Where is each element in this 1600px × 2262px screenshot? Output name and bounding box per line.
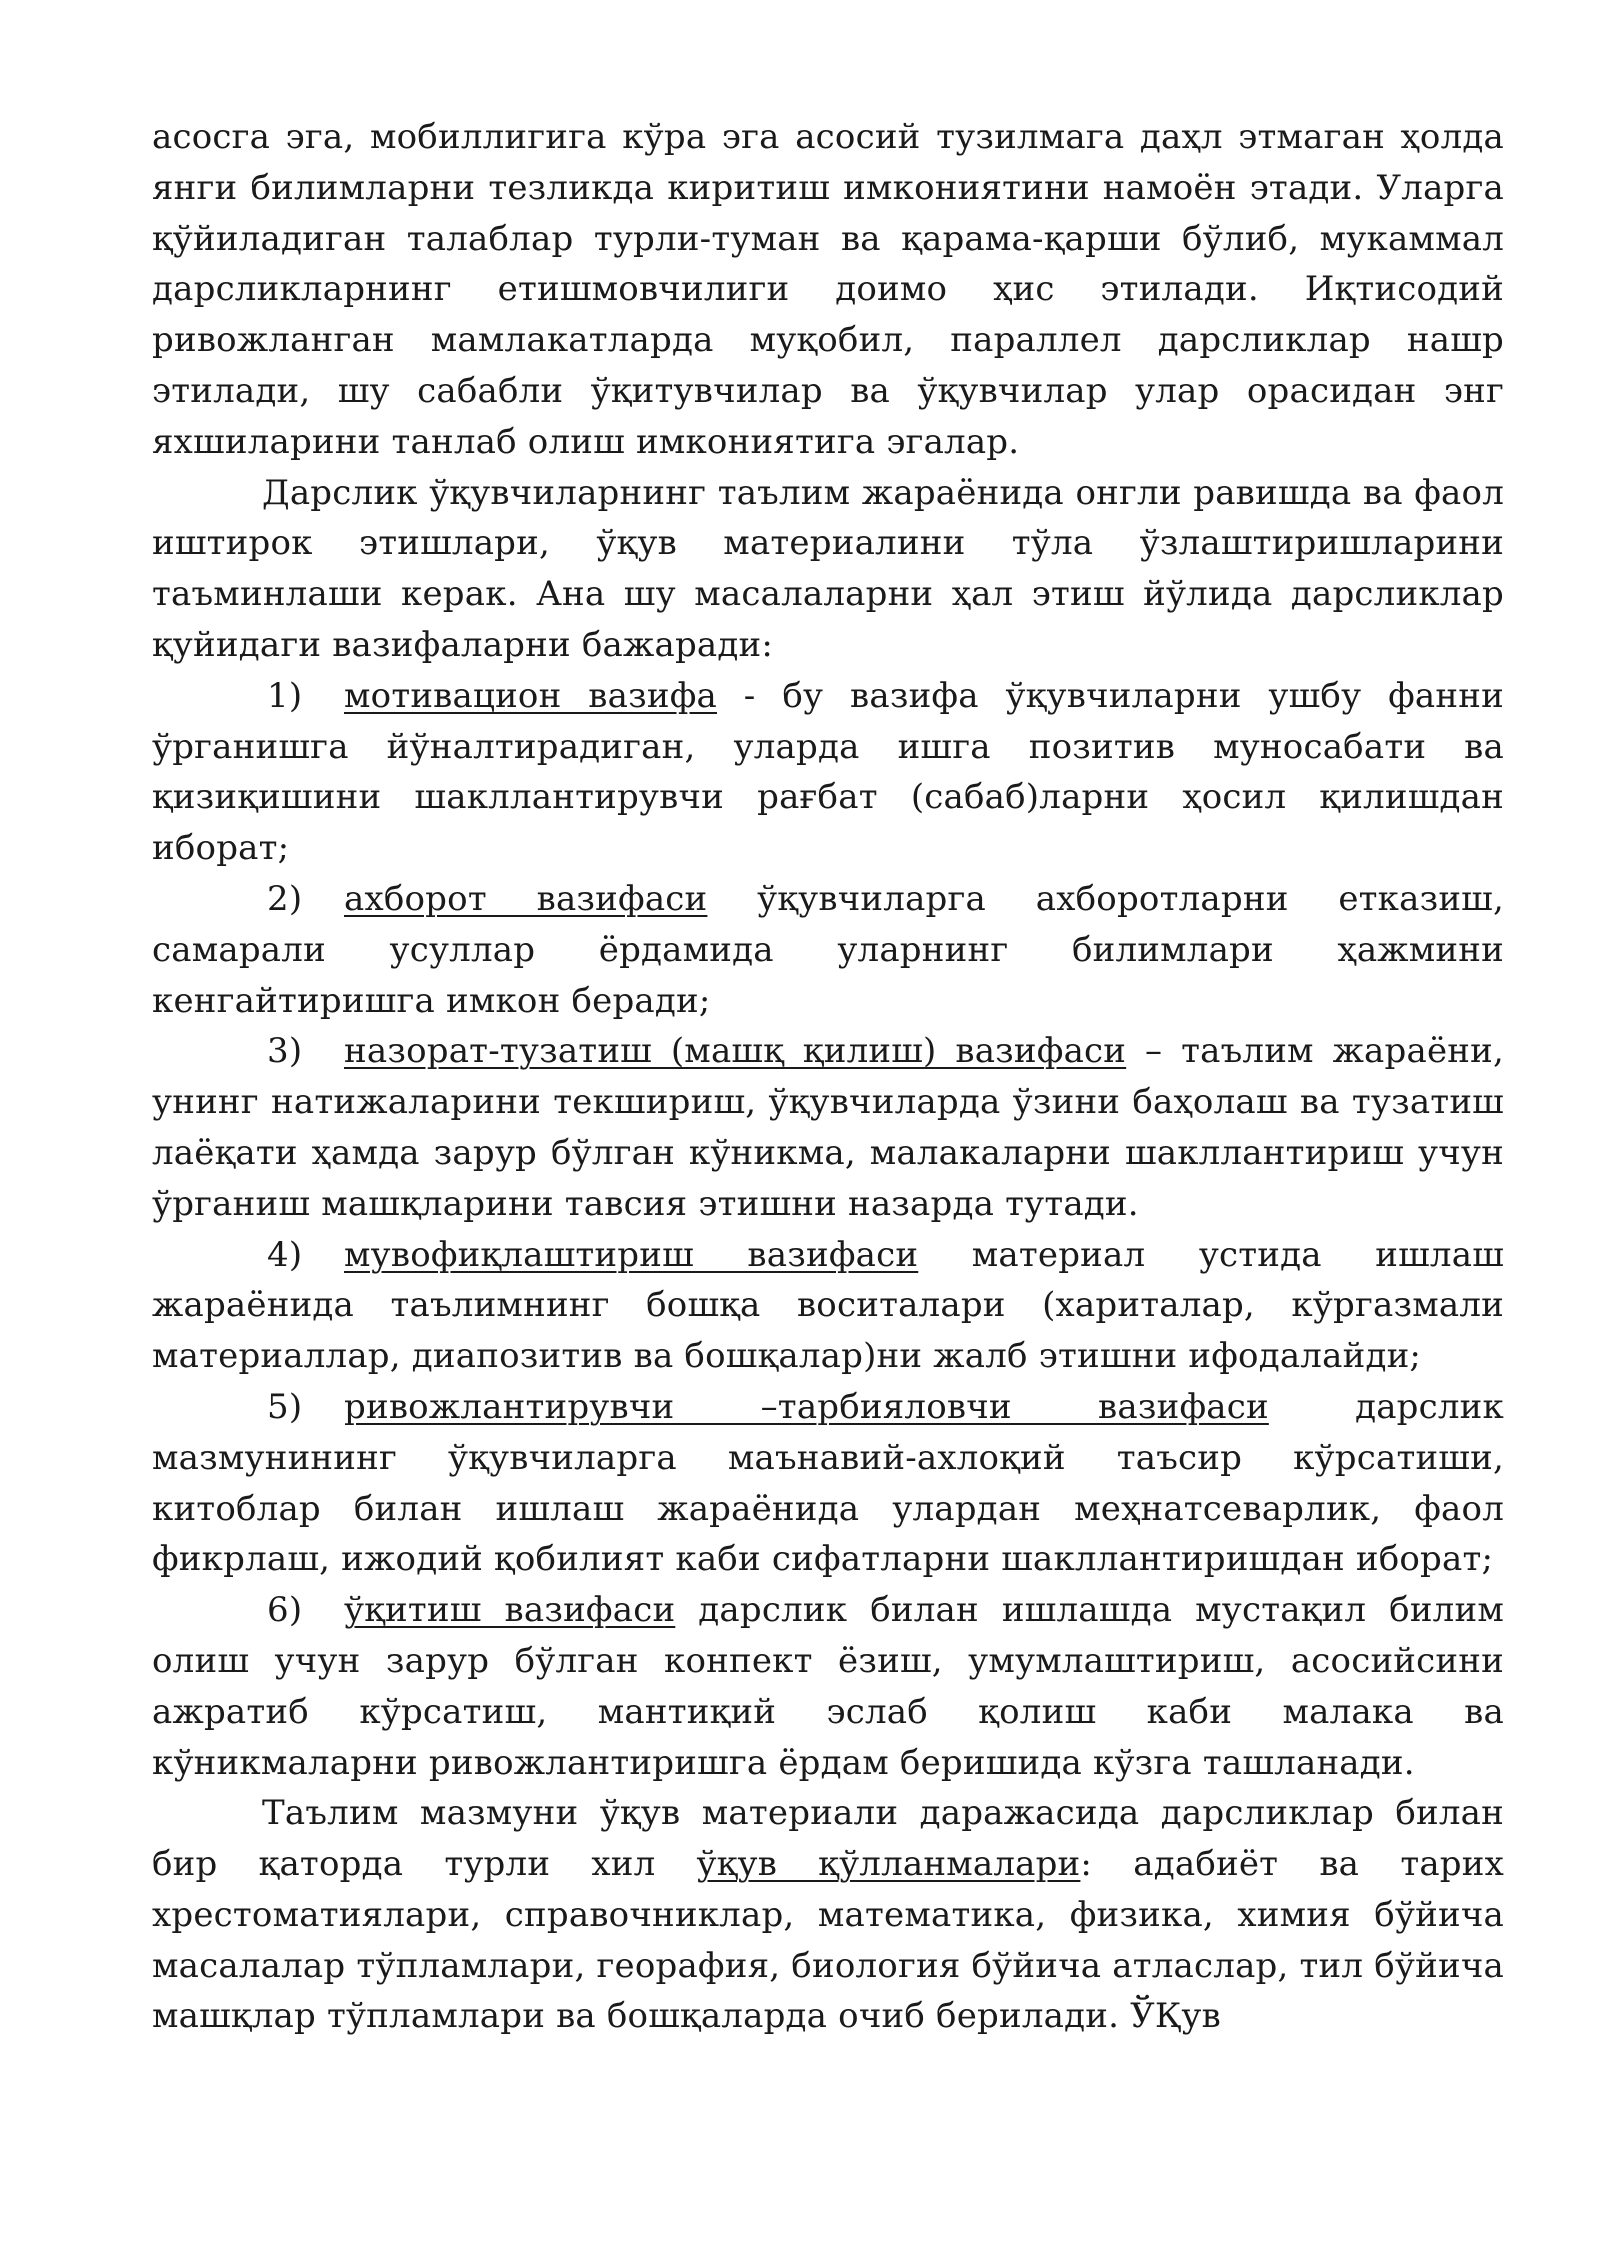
list-number: 6) [267, 1590, 303, 1631]
list-term: ривожлантирувчи –тарбияловчи вазифаси [344, 1386, 1269, 1427]
list-item [152, 1230, 1504, 1382]
list-text: – таълим жараёни, унинг натижаларини текшириш, ўқувчиларда ўзини баҳолаш ва тузатиш лаёқати ҳамда зарур бўлган кўникма, малакаларни шакллантириш учун ўрганиш машқларини тавсия этишни назарда тутади. [152, 1031, 1505, 1224]
list-text: дарслик билан ишлашда мустақил билим олиш учун зарур бўлган конпект ёзиш, умумлаштириш, асосийсини ажратиб кўрсатиш, мантиқий эслаб қолиш каби малака ва кўникмаларни ривожлантиришга ёрдам беришида кўзга ташланади. [152, 1590, 1504, 1783]
list-text: - бу вазифа ўқувчиларни ушбу фанни ўрганишга йўналтирадиган, уларда ишга позитив муносабати ва қизиқишини шакллантирувчи рағбат (сабаб)ларни ҳосил қилишдан иборат; [152, 675, 1504, 869]
list-number: 5) [267, 1386, 303, 1427]
list-number: 1) [267, 675, 303, 716]
list-term: ахборот вазифаси [344, 878, 708, 919]
paragraph [152, 1788, 1504, 2042]
list-text: ўқувчиларга ахборотларни етказиш, самарали усуллар ёрдамида уларнинг билимлари ҳажмини кенгайтиришга имкон беради; [152, 878, 1504, 1021]
list-text: дарслик мазмунининг ўқувчиларга маънавий-ахлоқий таъсир кўрсатиши, китоблар билан ишлаш жараёнида улардан меҳнатсеварлик, фаол фикрлаш, ижодий қобилият каби сифатларни шакллантиришдан иборат; [152, 1386, 1504, 1580]
list-number: 3) [267, 1031, 303, 1072]
paragraph-text: : адабиёт ва тарих хрестоматиялари, справочниклар, математика, физика, химия бўйича масалалар тўпламлари, георафия, биология бўйича атласлар, тил бўйича машқлар тўпламлари ва бошқаларда очиб берилади. ЎҚув [152, 1844, 1504, 2037]
document-page [152, 112, 1504, 2042]
list-item [152, 1026, 1504, 1229]
list-term: мувофиқлаштириш вазифаси [344, 1234, 919, 1275]
list-number: 4) [267, 1234, 303, 1275]
paragraph-text: Таълим мазмуни ўқув материали даражасида дарсликлар билан бир қаторда турли хил [152, 1793, 1504, 1885]
list-term: мотивацион вазифа [344, 675, 717, 716]
paragraph-term: ўқув қўлланмалари [696, 1844, 1081, 1885]
list-item [152, 1382, 1504, 1585]
list-number: 2) [267, 878, 303, 919]
list-item [152, 1585, 1504, 1788]
list-term: ўқитиш вазифаси [344, 1590, 676, 1631]
list-item [152, 874, 1504, 1026]
paragraph: Дарслик ўқувчиларнинг таълим жараёнида онгли равишда ва фаол иштирок этишлари, ўқув материалини тўла ўзлаштиришларини таъминлаши керак. Ана шу масалаларни ҳал этиш йўлида дарсликлар қуйидаги вазифаларни бажаради: [152, 472, 1504, 665]
list-term: назорат-тузатиш (машқ қилиш) вазифаси [344, 1031, 1127, 1072]
list-item [152, 671, 1504, 874]
paragraph: асосга эга, мобиллигига кўра эга асосий тузилмага даҳл этмаган ҳолда янги билимларни тезликда киритиш имкониятини намоён этади. Уларга қўйиладиган талаблар турли-туман ва қарама-қарши бўлиб, мукаммал дарсликларнинг етишмовчилиги доимо ҳис этилади. Иқтисодий ривожланган мамлакатларда муқобил, параллел дарсликлар нашр этилади, шу сабабли ўқитувчилар ва ўқувчилар улар орасидан энг яхшиларини танлаб олиш имкониятига эгалар. [152, 117, 1504, 462]
list-text: материал устида ишлаш жараёнида таълимнинг бошқа воситалари (хариталар, кўргазмали материаллар, диапозитив ва бошқалар)ни жалб этишни ифодалайди; [152, 1234, 1504, 1377]
